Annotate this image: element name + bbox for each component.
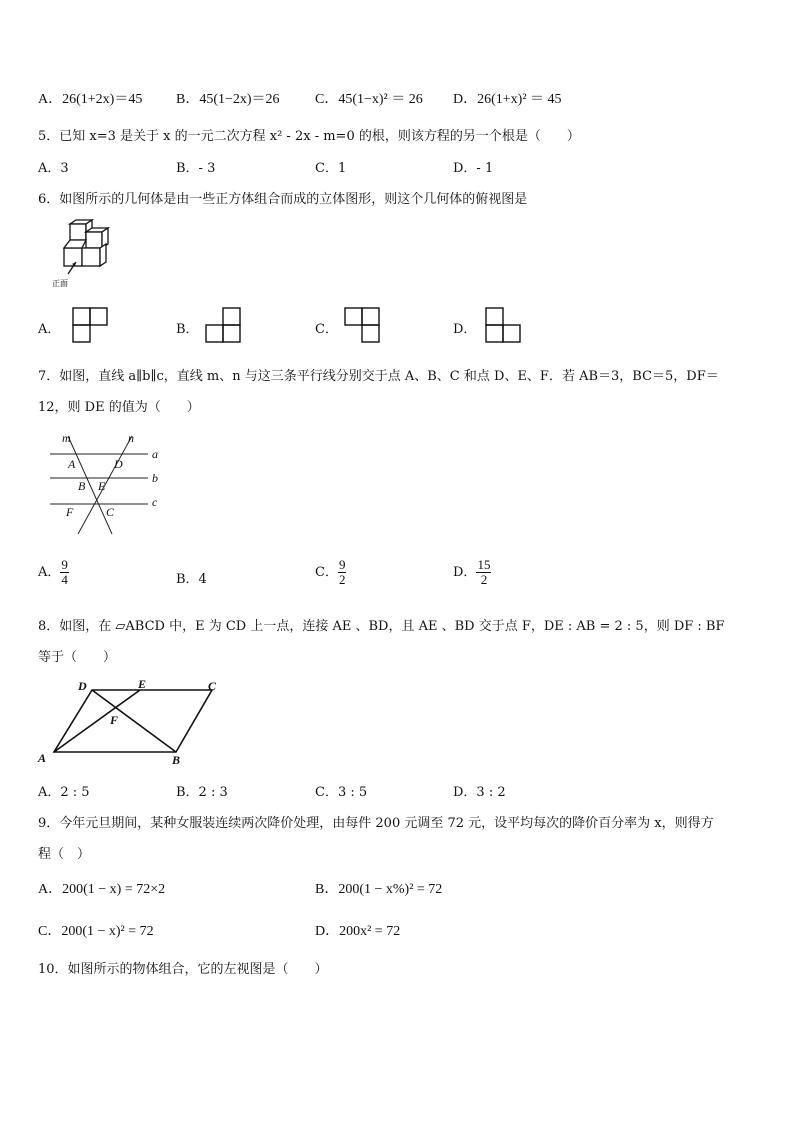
q9-option-a: A．200(1 − x) = 72×2 [38, 882, 166, 897]
q7-option-c: C． $\frac{9}{2}$ [315, 557, 346, 587]
q8-option-c: C．3 : 5 [315, 785, 368, 800]
label-E: E [138, 677, 147, 691]
q4-option-d: D．26(1+x)² ＝ 45 [453, 92, 562, 107]
q9-stem-line1: 9．今年元旦期间，某种女服装连续两次降价处理，由每件 200 元调至 72 元，设平均每次的降价百分率为 x，则得方 [38, 816, 714, 831]
q7-option-d: D． $\frac{15}{2}$ [453, 557, 491, 587]
q9-option-b: B．200(1 − x%)² = 72 [315, 882, 443, 897]
q5-option-b: B．- 3 [176, 161, 216, 176]
q7-stem-line1: 7．如图，直线 a∥b∥c，直线 m、n 与这三条平行线分别交于点 A、B、C 和点 D、E、F．若 AB＝3，BC＝5，DF＝ [38, 369, 719, 384]
label-b: b [152, 471, 158, 485]
q8-option-d: D．3 : 2 [453, 785, 506, 800]
q7-stem-line2: 12，则 DE 的值为（ ） [38, 400, 200, 415]
q7-a-denominator: 4 [61, 572, 68, 587]
q4-option-a: A．26(1+2x)＝45 [38, 92, 143, 107]
q10-stem: 10．如图所示的物体组合，它的左视图是（ ） [38, 962, 328, 977]
q9-option-c: C．200(1 − x)² = 72 [38, 924, 154, 939]
q5-option-c: C．1 [315, 161, 347, 176]
q8-stem-line1: 8．如图，在 ▱ABCD 中，E 为 CD 上一点，连接 AE 、BD，且 AE 、BD 交于点 F，DE : AB = 2 : 5，则 DF : BF [38, 619, 725, 634]
q7-option-b: B．4 [176, 572, 207, 587]
label-C: C [208, 679, 217, 693]
q6-option-b-figure [204, 307, 244, 343]
q6-option-b-label: B． [176, 322, 199, 337]
label-C: C [106, 505, 115, 519]
q6-option-a-label: A． [38, 322, 61, 337]
label-n: n [128, 431, 134, 445]
q8-option-a: A．2 : 5 [38, 785, 90, 800]
q7-d-numerator: 15 [477, 557, 491, 572]
q4-option-b: B．45(1−2x)＝26 [176, 92, 280, 107]
q6-option-c-label: C． [315, 322, 338, 337]
q6-option-d-figure [485, 307, 525, 343]
label-A: A [38, 751, 47, 765]
q5-stem: 5．已知 x=3 是关于 x 的一元二次方程 x² - 2x - m=0 的根，则该方程的另一个根是（ ） [38, 129, 580, 144]
q6-stem: 6．如图所示的几何体是由一些正方体组合而成的立体图形，则这个几何体的俯视图是 [38, 192, 528, 207]
q8-parallelogram-figure [36, 676, 226, 768]
label-c: c [152, 495, 158, 509]
q8-stem-line2: 等于（ ） [38, 650, 117, 665]
label-F: F [110, 713, 119, 727]
label-D: D [114, 457, 123, 471]
q7-a-numerator: 9 [61, 557, 68, 572]
label-B: B [78, 479, 86, 493]
q5-option-d: D．- 1 [453, 161, 494, 176]
q7-c-denominator: 2 [338, 572, 346, 587]
q9-stem-line2: 程（ ） [38, 847, 91, 862]
label-A: A [68, 457, 76, 471]
q6-solid-figure [48, 218, 128, 290]
q6-option-d-label: D． [453, 322, 477, 337]
q7-d-denominator: 2 [480, 572, 488, 587]
q8-option-b: B．2 : 3 [176, 785, 228, 800]
label-B: B [172, 753, 181, 767]
label-F: F [66, 505, 74, 519]
q4-option-c: C．45(1−x)² ＝ 26 [315, 92, 423, 107]
q9-option-d: D．200x² = 72 [315, 924, 401, 939]
label-a: a [152, 447, 158, 461]
q7-parallel-lines-figure [48, 430, 168, 542]
front-label: 正面 [52, 279, 68, 288]
label-m: m [62, 431, 71, 445]
label-D: D [78, 679, 87, 693]
q6-option-a-figure [72, 307, 112, 343]
q5-option-a: A．3 [38, 161, 69, 176]
q7-option-a: A． $\frac{9}{4}$ [38, 557, 68, 587]
q7-c-numerator: 9 [338, 557, 346, 572]
label-E: E [98, 479, 106, 493]
q6-option-c-figure [344, 307, 384, 343]
